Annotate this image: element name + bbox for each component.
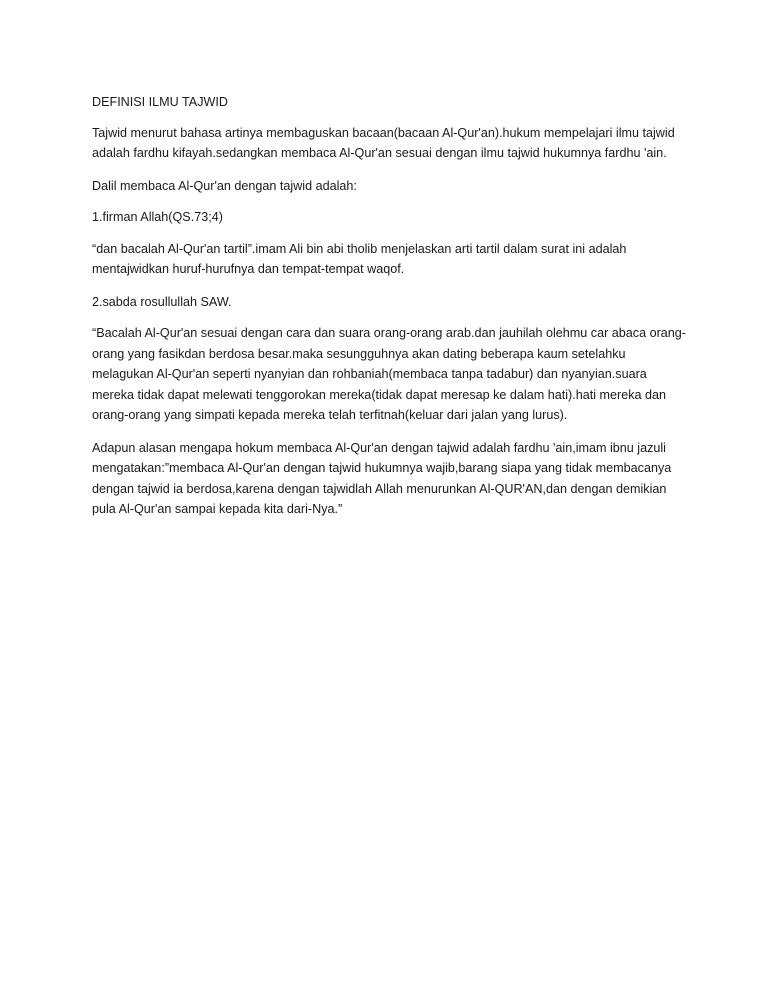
paragraph-dalil-intro: Dalil membaca Al-Qur'an dengan tajwid adalah: xyxy=(92,178,357,193)
paragraph-definition: Tajwid menurut bahasa artinya membaguskan bacaan(bacaan Al-Qur'an).hukum mempelajari ilmu tajwid adalah fardhu kifayah.sedangkan membaca Al-Qur'an sesuai dengan ilmu tajwid hukumnya fardhu 'ain. xyxy=(92,125,675,160)
paragraph-tartil-quote: “dan bacalah Al-Qur'an tartil”.imam Ali bin abi tholib menjelaskan arti tartil dalam surat ini adalah mentajwidkan huruf-hurufnya dan tempat-tempat waqof. xyxy=(92,241,627,276)
paragraph-firman-allah: 1.firman Allah(QS.73;4) xyxy=(92,210,223,224)
paragraph-alasan: Adapun alasan mengapa hokum membaca Al-Qur'an dengan tajwid adalah fardhu 'ain,imam ibnu jazuli mengatakan:”membaca Al-Qur'an dengan tajwid hukumnya wajib,barang siapa yang tidak membacanya dengan tajwid ia berdosa,karena dengan tajwidlah Allah menurunkan Al-QUR'AN,dan dengan demikian pula Al-Qur'an sampai kepada kita dari-Nya.” xyxy=(92,440,672,516)
document-title: DEFINISI ILMU TAJWID xyxy=(92,95,228,109)
paragraph-hadith-quote: “Bacalah Al-Qur'an sesuai dengan cara dan suara orang-orang arab.dan jauhilah olehmu car abaca orang-orang yang fasikdan berdosa besar.maka sesungguhnya akan dating beberapa kaum setelahku melagukan Al-Qur'an seperti nyanyian dan rohbaniah(membaca tanpa tadabur) dan nyanyian.suara mereka tidak dapat melewati tenggorokan mereka(tidak dapat meresap ke dalam hati).hati mereka dan orang-orang yang simpati kepada mereka telah terfitnah(keluar dari jalan yang lurus). xyxy=(92,326,686,422)
paragraph-sabda-rosul: 2.sabda rosullullah SAW. xyxy=(92,294,232,309)
